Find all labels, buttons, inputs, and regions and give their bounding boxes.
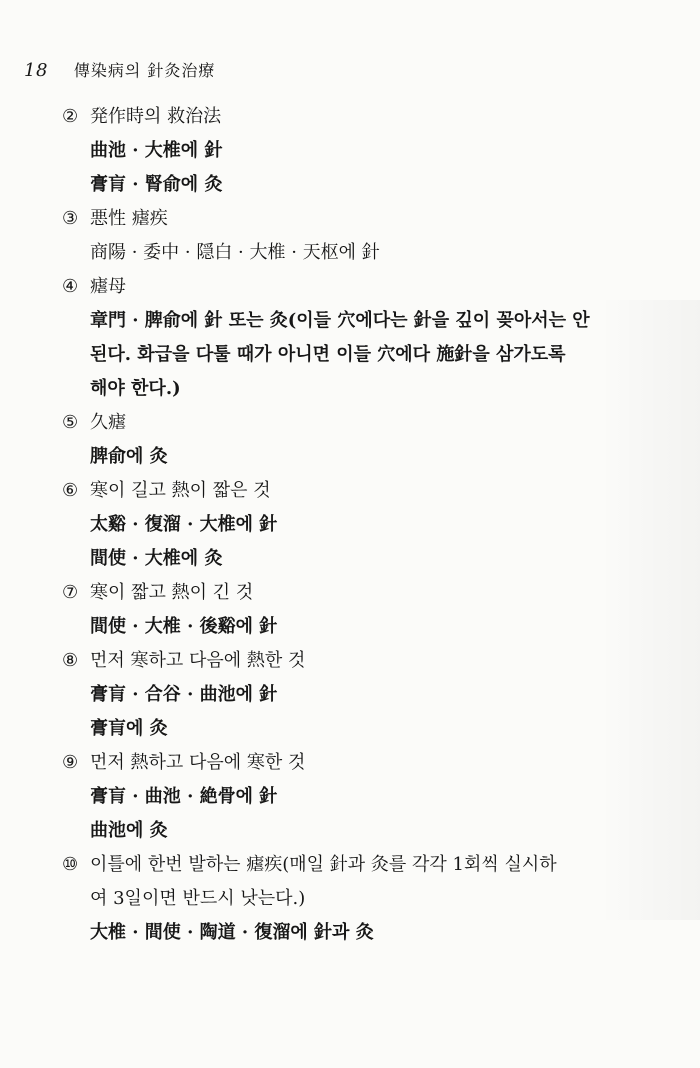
item-title: 寒이 짧고 熱이 긴 것	[90, 582, 254, 603]
item-line: 膏肓 · 曲池 · 絶骨에 針	[90, 786, 278, 807]
item-marker: ⑩	[62, 854, 79, 875]
item-title: 寒이 길고 熱이 짧은 것	[90, 480, 271, 501]
item-heading	[62, 644, 652, 678]
item-marker: ⑧	[62, 650, 79, 671]
list-item	[62, 644, 652, 746]
item-marker: ②	[62, 106, 79, 127]
item-title: 瘧母	[90, 276, 126, 297]
item-heading	[62, 406, 652, 440]
list-item	[62, 474, 652, 576]
item-title: 이틀에 한번 발하는 瘧疾(매일 針과 灸를 각각 1회씩 실시하	[90, 854, 557, 875]
item-lines	[62, 236, 652, 270]
item-heading	[62, 100, 652, 134]
item-lines	[62, 610, 652, 644]
item-line: 膏肓 · 腎俞에 灸	[90, 174, 223, 195]
list-item	[62, 202, 652, 270]
item-line: 해야 한다.)	[90, 378, 181, 399]
item-heading	[62, 576, 652, 610]
page-number: 18	[24, 60, 48, 81]
item-line: 膏肓 · 合谷 · 曲池에 針	[90, 684, 278, 705]
item-marker: ③	[62, 208, 79, 229]
list-item	[62, 576, 652, 644]
item-line: 曲池 · 大椎에 針	[90, 140, 223, 161]
page-header	[24, 58, 215, 81]
item-line: 된다. 화급을 다툴 때가 아니면 이들 穴에다 施針을 삼가도록	[90, 344, 566, 365]
list-item	[62, 746, 652, 848]
item-heading	[62, 848, 652, 882]
item-title: 먼저 寒하고 다음에 熱한 것	[90, 650, 306, 671]
item-line: 여 3일이면 반드시 낫는다.)	[90, 888, 306, 909]
item-lines	[62, 304, 652, 406]
item-heading	[62, 474, 652, 508]
item-marker: ④	[62, 276, 79, 297]
item-marker: ⑤	[62, 412, 79, 433]
item-line: 太谿 · 復溜 · 大椎에 針	[90, 514, 278, 535]
item-lines	[62, 508, 652, 576]
item-line: 脾俞에 灸	[90, 446, 168, 467]
item-lines	[62, 440, 652, 474]
item-marker: ⑥	[62, 480, 79, 501]
item-heading	[62, 746, 652, 780]
list-item	[62, 270, 652, 406]
item-line: 膏肓에 灸	[90, 718, 168, 739]
item-line: 章門 · 脾俞에 針 또는 灸(이들 穴에다는 針을 깊이 꽂아서는 안	[90, 310, 590, 331]
item-title: 悪性 瘧疾	[90, 208, 168, 229]
item-title: 久瘧	[90, 412, 126, 433]
running-title: 傳染病의 針灸治療	[73, 61, 216, 80]
list-item	[62, 406, 652, 474]
list-item	[62, 100, 652, 202]
item-lines	[62, 882, 652, 950]
item-title: 먼저 熱하고 다음에 寒한 것	[90, 752, 306, 773]
item-marker: ⑨	[62, 752, 79, 773]
item-title: 発作時의 救治法	[90, 106, 222, 127]
item-marker: ⑦	[62, 582, 79, 603]
treatment-list	[62, 100, 652, 950]
item-heading	[62, 270, 652, 304]
item-heading	[62, 202, 652, 236]
item-line: 間使 · 大椎에 灸	[90, 548, 223, 569]
item-line: 商陽 · 委中 · 隠白 · 大椎 · 天枢에 針	[90, 242, 380, 263]
item-line: 大椎 · 間使 · 陶道 · 復溜에 針과 灸	[90, 922, 374, 943]
item-line: 曲池에 灸	[90, 820, 168, 841]
item-lines	[62, 780, 652, 848]
list-item	[62, 848, 652, 950]
item-lines	[62, 678, 652, 746]
item-line: 間使 · 大椎 · 後谿에 針	[90, 616, 278, 637]
item-lines	[62, 134, 652, 202]
